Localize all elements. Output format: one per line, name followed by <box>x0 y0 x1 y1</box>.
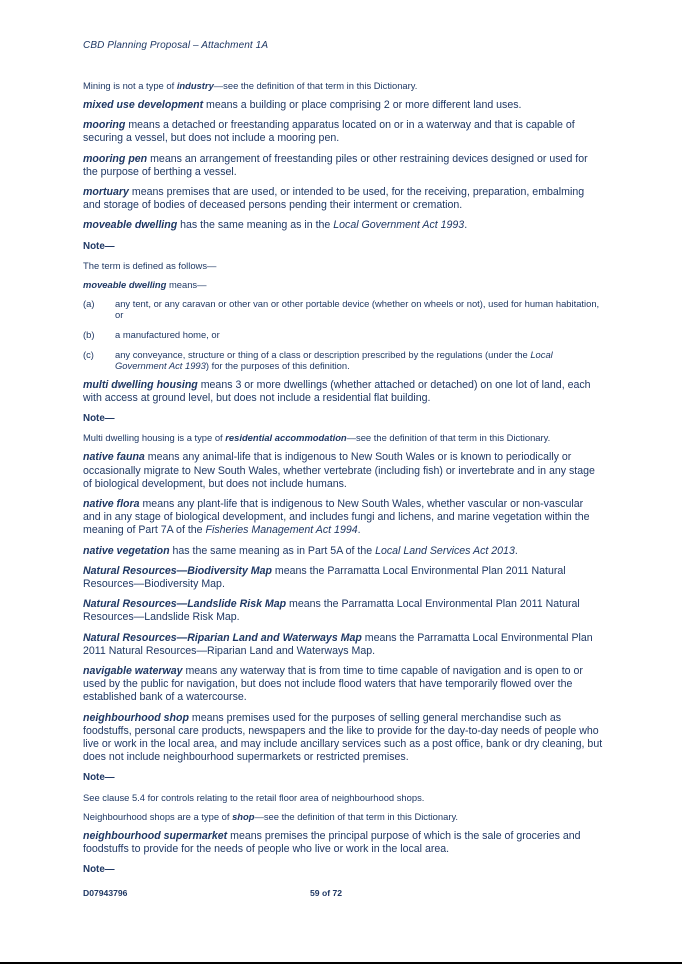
page-number: 59 of 72 <box>310 888 343 898</box>
definition-text: means any animal-life that is indigenous to New South Wales or is known to periodically or occasionally migrate to New South Wales, whether vertebrate (including fish) or invertebrate and in any stage of biological development, but does not include humans. <box>83 451 595 490</box>
moveable-dwelling-definition <box>83 279 603 291</box>
act-reference: Fisheries Management Act 1994 <box>205 524 358 537</box>
list-item-label: (c) <box>83 348 94 360</box>
definition-landslide-risk-map <box>83 598 603 624</box>
definition-multi-dwelling-housing <box>83 379 603 405</box>
definition-riparian-map <box>83 632 603 658</box>
definition-biodiversity-map <box>83 565 603 591</box>
definition-text: means the Parramatta Local Environmental Plan 2011 Natural Resources—Riparian Land and Waterways Map. <box>83 631 593 657</box>
definition-native-fauna <box>83 451 603 491</box>
term-riparian-map: Natural Resources—Riparian Land and Waterways Map <box>83 631 362 644</box>
definition-mortuary <box>83 186 603 212</box>
definition-native-flora <box>83 498 603 538</box>
note-heading: Note— <box>83 240 115 252</box>
note-text-tail: —see the definition of that term in this Dictionary. <box>254 810 459 822</box>
defined-as-text: The term is defined as follows— <box>83 259 217 271</box>
definition-neighbourhood-supermarket <box>83 830 603 856</box>
term-shop: shop <box>232 810 255 822</box>
term-biodiversity-map: Natural Resources—Biodiversity Map <box>83 564 272 577</box>
clause-note: See clause 5.4 for controls relating to the retail floor area of neighbourhood shops. <box>83 791 425 803</box>
act-reference: Local Land Services Act 2013 <box>375 544 515 557</box>
definition-mooring <box>83 119 603 145</box>
definition-neighbourhood-shop <box>83 712 603 765</box>
definition-end: . <box>357 524 361 537</box>
definition-mixed-use-development <box>83 99 603 112</box>
note-text: Neighbourhood shops are a type of <box>83 810 233 822</box>
list-item <box>83 349 603 372</box>
definition-end: . <box>514 544 518 557</box>
definition-text: means— <box>166 278 207 290</box>
term-mixed-use-development: mixed use development <box>83 99 204 111</box>
list-item <box>83 298 603 321</box>
term-mooring: mooring <box>83 119 126 132</box>
definition-text: means the Parramatta Local Environmental Plan 2011 Natural Resources—Landslide Risk Map. <box>83 598 580 624</box>
dictionary-content <box>83 80 603 876</box>
page-header: CBD Planning Proposal – Attachment 1A <box>83 40 269 51</box>
definition-text: means a building or place comprising 2 or more different land uses. <box>203 99 522 111</box>
multi-dwelling-note <box>83 432 603 444</box>
definition-text: means any waterway that is from time to time capable of navigation and is open to or used by the public for navigation, but does not include flood waters that have temporarily flowed over the established bank of a watercourse. <box>83 665 583 704</box>
definition-text: means premises that are used, or intended to be used, for the receiving, preparation, embalming and storage of bodies of deceased persons pending their interment or cremation. <box>83 186 585 212</box>
mining-note-tail: —see the definition of that term in this Dictionary. <box>213 80 418 91</box>
list-item-text <box>115 349 603 372</box>
term-moveable-dwelling: moveable dwelling <box>83 278 167 290</box>
list-item <box>83 329 603 341</box>
moveable-dwelling-list <box>83 298 603 372</box>
list-item-text: any tent, or any caravan or other van or other portable device (whether on wheels or not), used for human habitation, or <box>115 297 600 321</box>
list-item-text: a manufactured home, or <box>115 329 220 341</box>
term-multi-dwelling-housing: multi dwelling housing <box>83 378 198 391</box>
term-mortuary: mortuary <box>83 186 129 199</box>
term-moveable-dwelling: moveable dwelling <box>83 219 178 232</box>
page-bottom-divider <box>0 962 682 964</box>
definition-text: has the same meaning as in the <box>177 219 334 232</box>
term-native-fauna: native fauna <box>83 451 145 464</box>
term-mooring-pen: mooring pen <box>83 152 148 165</box>
note-text-tail: —see the definition of that term in this Dictionary. <box>346 432 551 444</box>
list-item-label: (b) <box>83 329 95 341</box>
definition-text: means 3 or more dwellings (whether attached or detached) on one lot of land, each with access at ground level, but does not include a residential flat building. <box>83 378 591 404</box>
definition-text: means premises the principal purpose of which is the sale of groceries and foodstuffs to provide for the needs of people who live or work in the local area. <box>83 829 581 855</box>
list-item-text-start: any conveyance, structure or thing of a class or description prescribed by the regulations (under the <box>115 348 531 360</box>
document-id: D07943796 <box>83 888 128 898</box>
act-reference: Local Government Act 1993 <box>115 348 553 372</box>
list-item-label: (a) <box>83 297 95 309</box>
list-item-text-end: ) for the purposes of this definition. <box>205 360 350 372</box>
definition-text: means the Parramatta Local Environmental Plan 2011 Natural Resources—Biodiversity Map. <box>83 564 566 591</box>
term-native-vegetation: native vegetation <box>83 544 170 557</box>
term-landslide-risk-map: Natural Resources—Landslide Risk Map <box>83 598 287 611</box>
definition-text: means premises used for the purposes of selling general merchandise such as foodstuffs, personal care products, newspapers and the like to provide for the day-to-day needs of people who live or work in the local area, and may include ancillary services such as a post office, bank or dry cleaning, but does not include neighbourhood supermarkets or restricted premises. <box>83 711 603 764</box>
shop-note <box>83 811 603 823</box>
term-navigable-waterway: navigable waterway <box>83 665 183 678</box>
definition-text: has the same meaning as in Part 5A of the <box>169 544 376 557</box>
definition-text: means any plant-life that is indigenous to New South Wales, whether vascular or non-vascular and in any stage of biological development, and includes fungi and lichens, and marine vegetation within the meaning of Part 7A of the <box>83 498 590 537</box>
term-residential-accommodation: residential accommodation <box>225 432 347 444</box>
mining-note-text: Mining is not a type of <box>83 80 177 91</box>
act-reference: Local Government Act 1993 <box>333 219 465 232</box>
definition-native-vegetation <box>83 545 603 558</box>
term-neighbourhood-shop: neighbourhood shop <box>83 711 189 724</box>
mining-note <box>83 80 603 92</box>
definition-mooring-pen <box>83 153 603 179</box>
note-text: Multi dwelling housing is a type of <box>83 432 226 444</box>
term-neighbourhood-supermarket: neighbourhood supermarket <box>83 829 228 842</box>
definition-text: means a detached or freestanding apparatus located on or in a waterway and that is capable of securing a vessel, but does not include a mooring pen. <box>83 119 575 145</box>
note-heading: Note— <box>83 413 115 425</box>
note-heading: Note— <box>83 864 115 876</box>
definition-moveable-dwelling <box>83 219 603 232</box>
term-native-flora: native flora <box>83 498 140 511</box>
definition-navigable-waterway <box>83 665 603 705</box>
note-heading: Note— <box>83 772 115 784</box>
definition-text: means an arrangement of freestanding piles or other restraining devices designed or used for the purpose of berthing a vessel. <box>83 152 588 178</box>
definition-end: . <box>464 219 468 232</box>
term-industry: industry <box>176 80 214 91</box>
